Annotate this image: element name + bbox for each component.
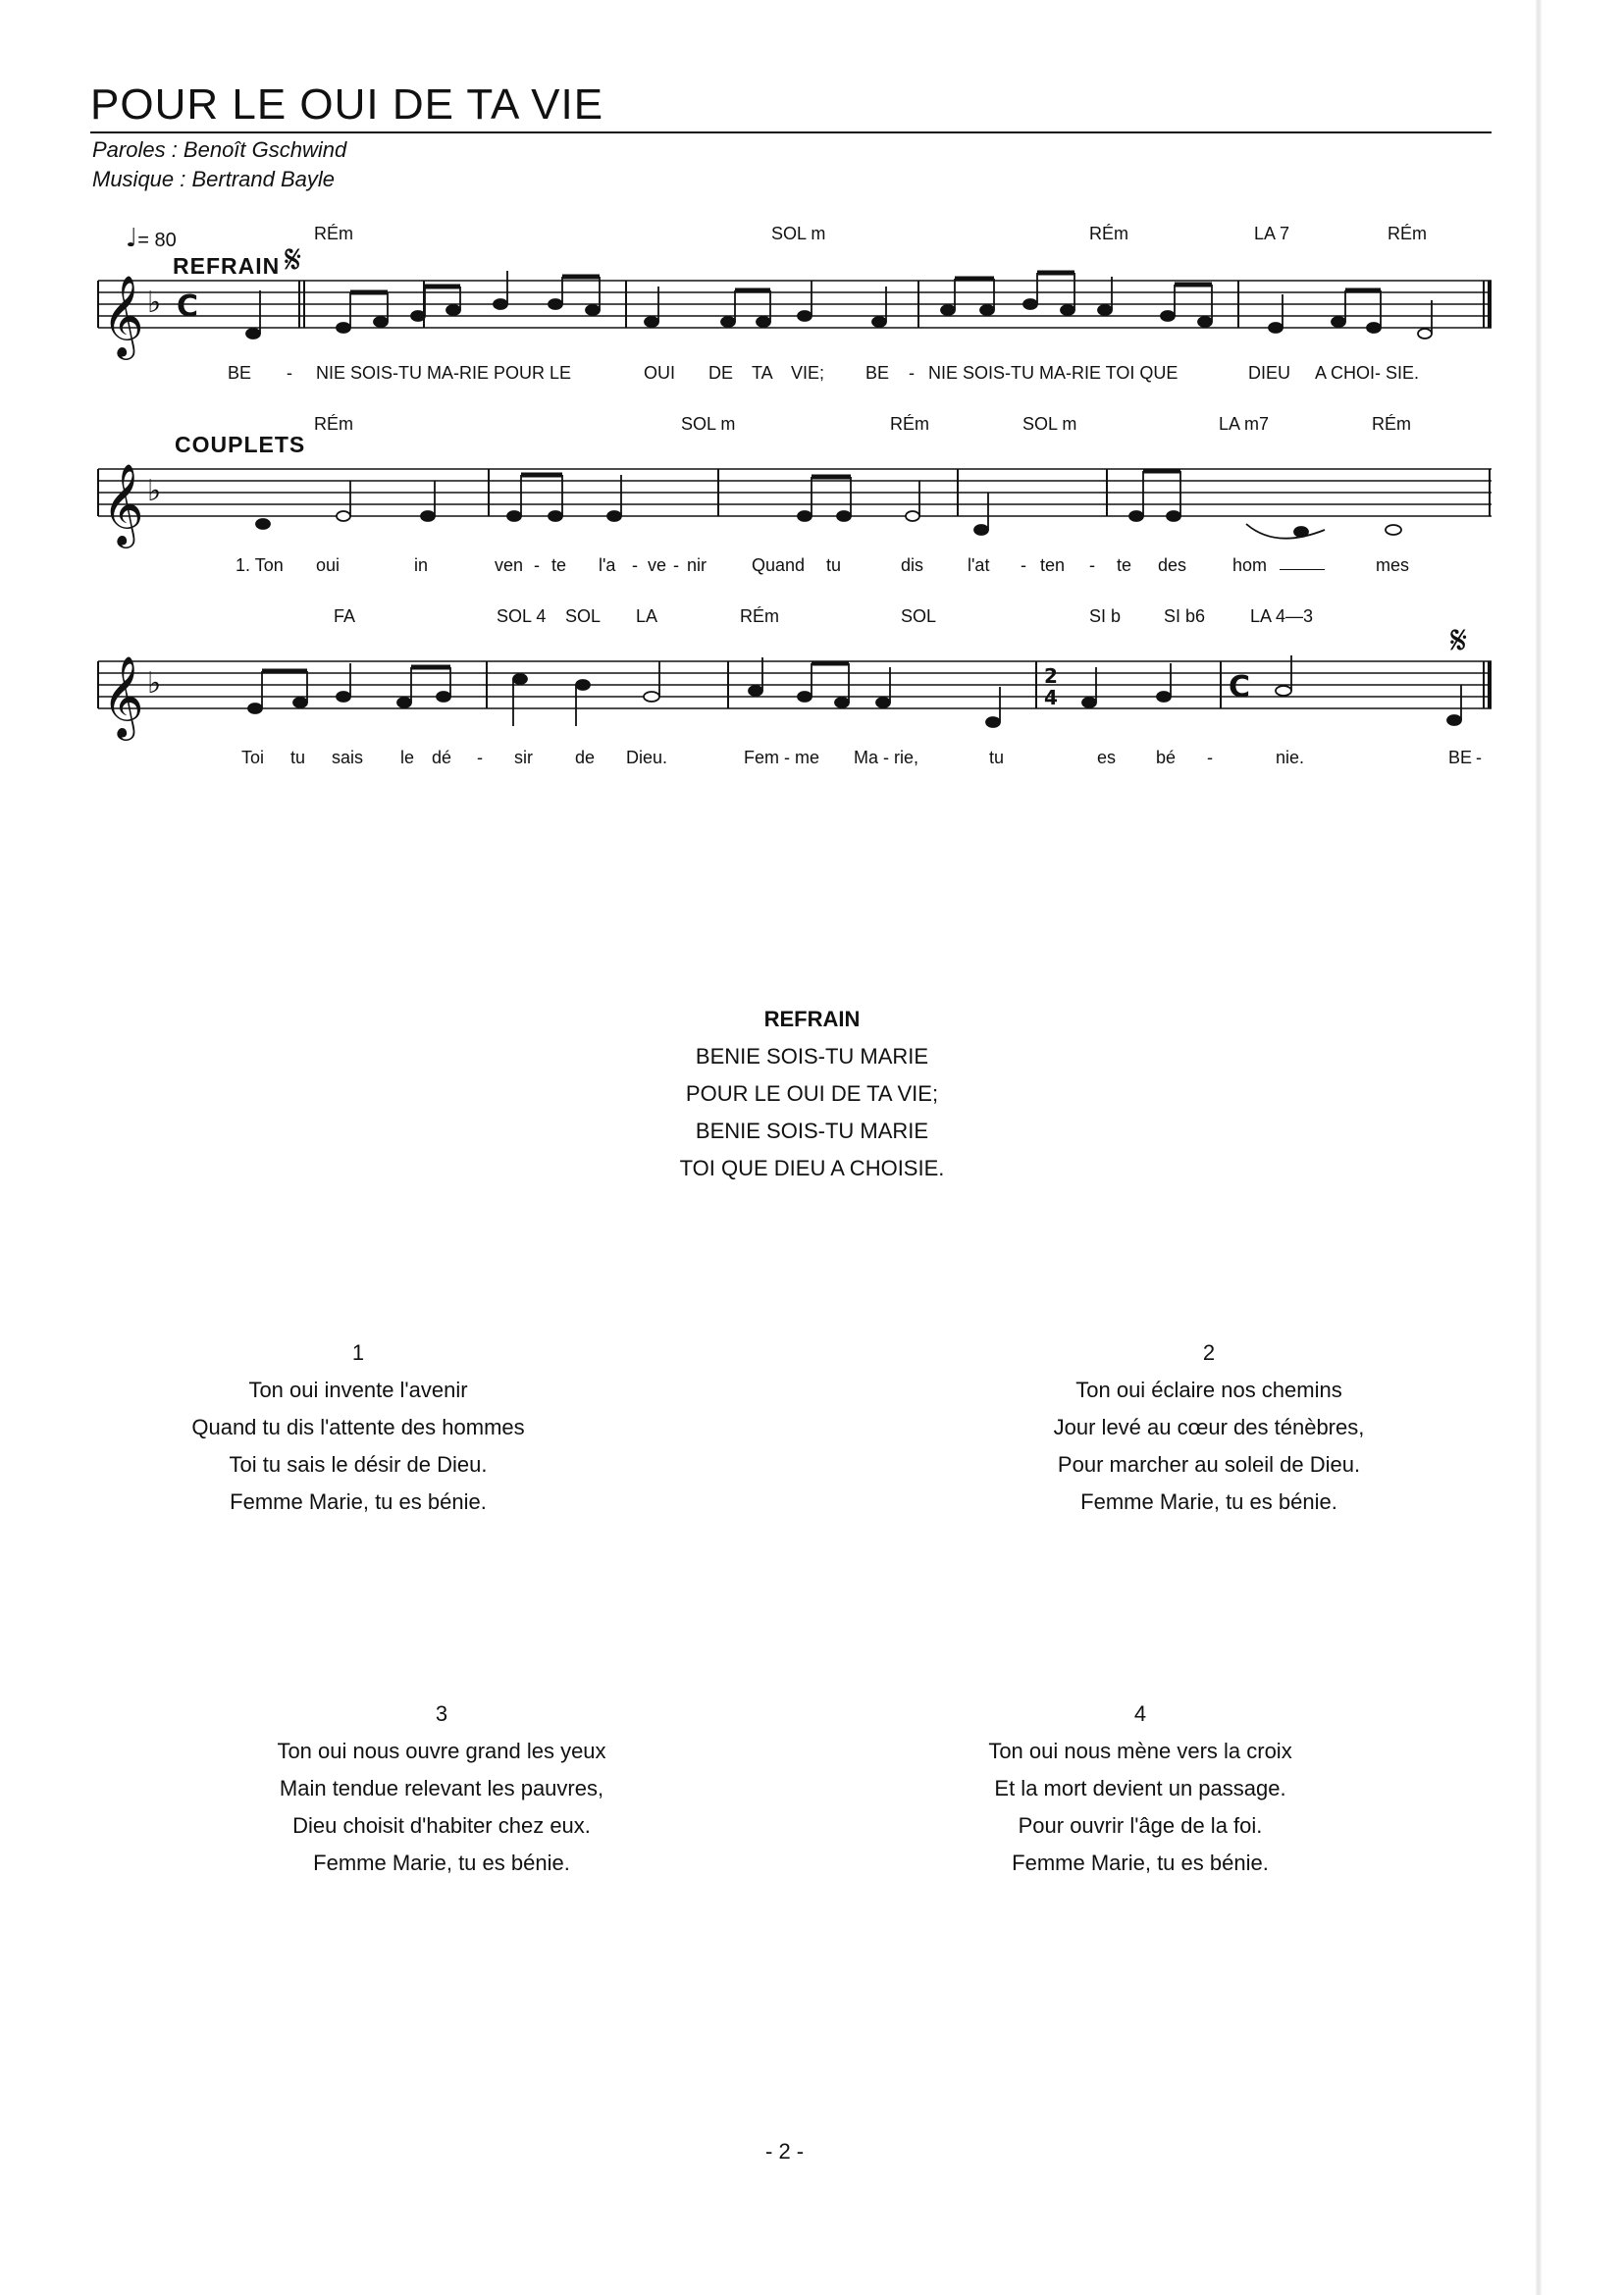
- lyric-syllable: Toi: [241, 748, 265, 767]
- verse-line: Et la mort devient un passage.: [994, 1776, 1286, 1800]
- verse-line: Toi tu sais le désir de Dieu.: [229, 1452, 488, 1477]
- verse-line: Pour ouvrir l'âge de la foi.: [1018, 1813, 1263, 1838]
- svg-text:4: 4: [1044, 686, 1058, 709]
- lyric-syllable: sais: [332, 748, 364, 767]
- chord-symbol: RÉm: [314, 414, 353, 434]
- lyric-syllable: des: [1158, 555, 1187, 575]
- verse-line: Ton oui nous mène vers la croix: [988, 1739, 1292, 1763]
- lyric-syllable: -: [1476, 748, 1482, 767]
- chord-symbol: SI b: [1089, 606, 1122, 626]
- verse-line: Femme Marie, tu es bénie.: [230, 1489, 487, 1514]
- lyric-syllable: Ma - rie,: [854, 748, 919, 767]
- tempo-value: = 80: [137, 230, 177, 251]
- lyric-syllable: tu: [989, 748, 1005, 767]
- lyric-syllable: -: [534, 555, 540, 575]
- melisma-line: [1280, 569, 1325, 570]
- refrain-line: POUR LE OUI DE TA VIE;: [685, 1081, 939, 1106]
- verse-line: Dieu choisit d'habiter chez eux.: [292, 1813, 591, 1838]
- lyric-syllable: -: [1021, 555, 1026, 575]
- lyric-syllable: OUI: [644, 363, 676, 383]
- verse-line: Femme Marie, tu es bénie.: [313, 1851, 570, 1875]
- lyric-syllable: Quand: [752, 555, 806, 575]
- chord-symbol: LA: [636, 606, 658, 626]
- refrain-text: [0, 1001, 1624, 1187]
- lyric-syllable: -: [673, 555, 679, 575]
- svg-text:C: C: [1229, 670, 1251, 704]
- lyric-syllable: -: [909, 363, 915, 383]
- lyric-syllable: dé: [432, 748, 452, 767]
- verse-number: 4: [1133, 1701, 1147, 1726]
- lyric-syllable: ve: [648, 555, 667, 575]
- lyric-syllable: tu: [826, 555, 842, 575]
- chord-symbol: SOL m: [681, 414, 736, 434]
- svg-text:♭: ♭: [147, 286, 162, 320]
- music-staves: [0, 0, 1624, 785]
- verse-line: Jour levé au cœur des ténèbres,: [1053, 1415, 1365, 1439]
- lyric-syllable: BE: [865, 363, 890, 383]
- lyric-syllable: le: [400, 748, 415, 767]
- quarter-note-icon: ♩: [126, 224, 138, 253]
- lyric-syllable: de: [575, 748, 596, 767]
- lyric-syllable: NIE SOIS-TU MA-RIE TOI QUE: [928, 363, 1179, 383]
- chord-symbol: RÉm: [314, 224, 353, 243]
- verse-line: Pour marcher au soleil de Dieu.: [1057, 1452, 1361, 1477]
- chord-symbol: RÉm: [1372, 414, 1411, 434]
- lyric-syllable: in: [414, 555, 429, 575]
- lyric-syllable: nie.: [1276, 748, 1305, 767]
- lyric-syllable: nir: [687, 555, 707, 575]
- chord-symbol: LA 7: [1254, 224, 1290, 243]
- verse-2: [954, 1334, 1464, 1521]
- svg-text:♭: ♭: [147, 666, 162, 701]
- lyric-syllable: Dieu.: [626, 748, 668, 767]
- chord-symbol: SOL: [901, 606, 937, 626]
- lyric-syllable: es: [1097, 748, 1117, 767]
- svg-text:2: 2: [1044, 664, 1058, 688]
- lyric-syllable: l'at: [968, 555, 990, 575]
- chord-symbol: SOL m: [771, 224, 826, 243]
- lyric-syllable: hom: [1232, 555, 1268, 575]
- lyric-syllable: ten: [1040, 555, 1066, 575]
- svg-text:C: C: [177, 289, 199, 324]
- lyric-syllable: -: [632, 555, 638, 575]
- segno-icon: 𝄋: [285, 237, 302, 283]
- verse-1: [103, 1334, 613, 1521]
- svg-text:𝄞: 𝄞: [102, 654, 144, 737]
- verse-4: [885, 1695, 1395, 1882]
- lyric-syllable: tu: [290, 748, 306, 767]
- lyric-syllable: -: [1089, 555, 1095, 575]
- lyric-syllable: TA: [752, 363, 773, 383]
- chord-symbol: SI b6: [1164, 606, 1206, 626]
- chord-symbol: RÉm: [890, 414, 929, 434]
- lyric-syllable: l'a: [599, 555, 616, 575]
- lyric-syllable: DIEU: [1248, 363, 1291, 383]
- verse-3: [186, 1695, 697, 1882]
- verse-line: Femme Marie, tu es bénie.: [1080, 1489, 1337, 1514]
- chord-symbol: SOL m: [1022, 414, 1077, 434]
- segno-icon: 𝄋: [1450, 618, 1468, 663]
- lyric-syllable: NIE SOIS-TU MA-RIE POUR LE: [316, 363, 572, 383]
- verse-number: 2: [1202, 1340, 1216, 1365]
- verse-line: Quand tu dis l'attente des hommes: [191, 1415, 525, 1439]
- verse-number: 1: [351, 1340, 365, 1365]
- lyric-syllable: oui: [316, 555, 341, 575]
- lyric-syllable: te: [1117, 555, 1132, 575]
- lyric-syllable: DE: [708, 363, 734, 383]
- verse-number: 3: [435, 1701, 448, 1726]
- lyric-syllable: -: [477, 748, 483, 767]
- svg-text:♭: ♭: [147, 474, 162, 508]
- lyric-syllable: Fem - me: [744, 748, 820, 767]
- chord-symbol: SOL 4: [497, 606, 547, 626]
- lyric-syllable: -: [287, 363, 292, 383]
- composer-credit: Musique : Bertrand Bayle: [92, 167, 336, 191]
- lyric-syllable: -: [1207, 748, 1213, 767]
- couplets-label: COUPLETS: [175, 432, 306, 457]
- svg-text:𝄞: 𝄞: [102, 462, 144, 545]
- refrain-line: BENIE SOIS-TU MARIE: [695, 1119, 929, 1143]
- lyric-syllable: 1. Ton: [236, 555, 284, 575]
- verse-line: Ton oui invente l'avenir: [248, 1378, 468, 1402]
- lyric-syllable: VIE;: [791, 363, 825, 383]
- chord-symbol: LA 4—3: [1250, 606, 1314, 626]
- lyric-syllable: BE: [228, 363, 252, 383]
- chord-symbol: LA m7: [1219, 414, 1270, 434]
- lyric-syllable: A CHOI- SIE.: [1315, 363, 1420, 383]
- chord-symbol: RÉm: [1089, 224, 1128, 243]
- lyric-syllable: bé: [1156, 748, 1177, 767]
- verse-line: Main tendue relevant les pauvres,: [279, 1776, 604, 1800]
- chord-symbol: RÉm: [740, 606, 779, 626]
- refrain-line: BENIE SOIS-TU MARIE: [695, 1044, 929, 1069]
- lyricist-credit: Paroles : Benoît Gschwind: [92, 137, 347, 162]
- refrain-line: TOI QUE DIEU A CHOISIE.: [679, 1156, 945, 1180]
- chord-symbol: RÉm: [1388, 224, 1427, 243]
- svg-text:𝄞: 𝄞: [102, 274, 144, 356]
- lyric-syllable: mes: [1376, 555, 1410, 575]
- verse-line: Femme Marie, tu es bénie.: [1012, 1851, 1269, 1875]
- page-number: - 2 -: [765, 2139, 805, 2164]
- lyric-syllable: dis: [901, 555, 924, 575]
- refrain-label: REFRAIN: [173, 253, 281, 279]
- verse-line: Ton oui nous ouvre grand les yeux: [277, 1739, 606, 1763]
- refrain-heading: REFRAIN: [763, 1007, 861, 1031]
- verse-line: Ton oui éclaire nos chemins: [1075, 1378, 1342, 1402]
- lyric-syllable: ven: [495, 555, 524, 575]
- lyric-syllable: te: [551, 555, 567, 575]
- chord-symbol: SOL: [565, 606, 602, 626]
- song-title: POUR LE OUI DE TA VIE: [90, 80, 604, 129]
- chord-symbol: FA: [334, 606, 356, 626]
- lyric-syllable: BE: [1448, 748, 1473, 767]
- lyric-syllable: sir: [514, 748, 533, 767]
